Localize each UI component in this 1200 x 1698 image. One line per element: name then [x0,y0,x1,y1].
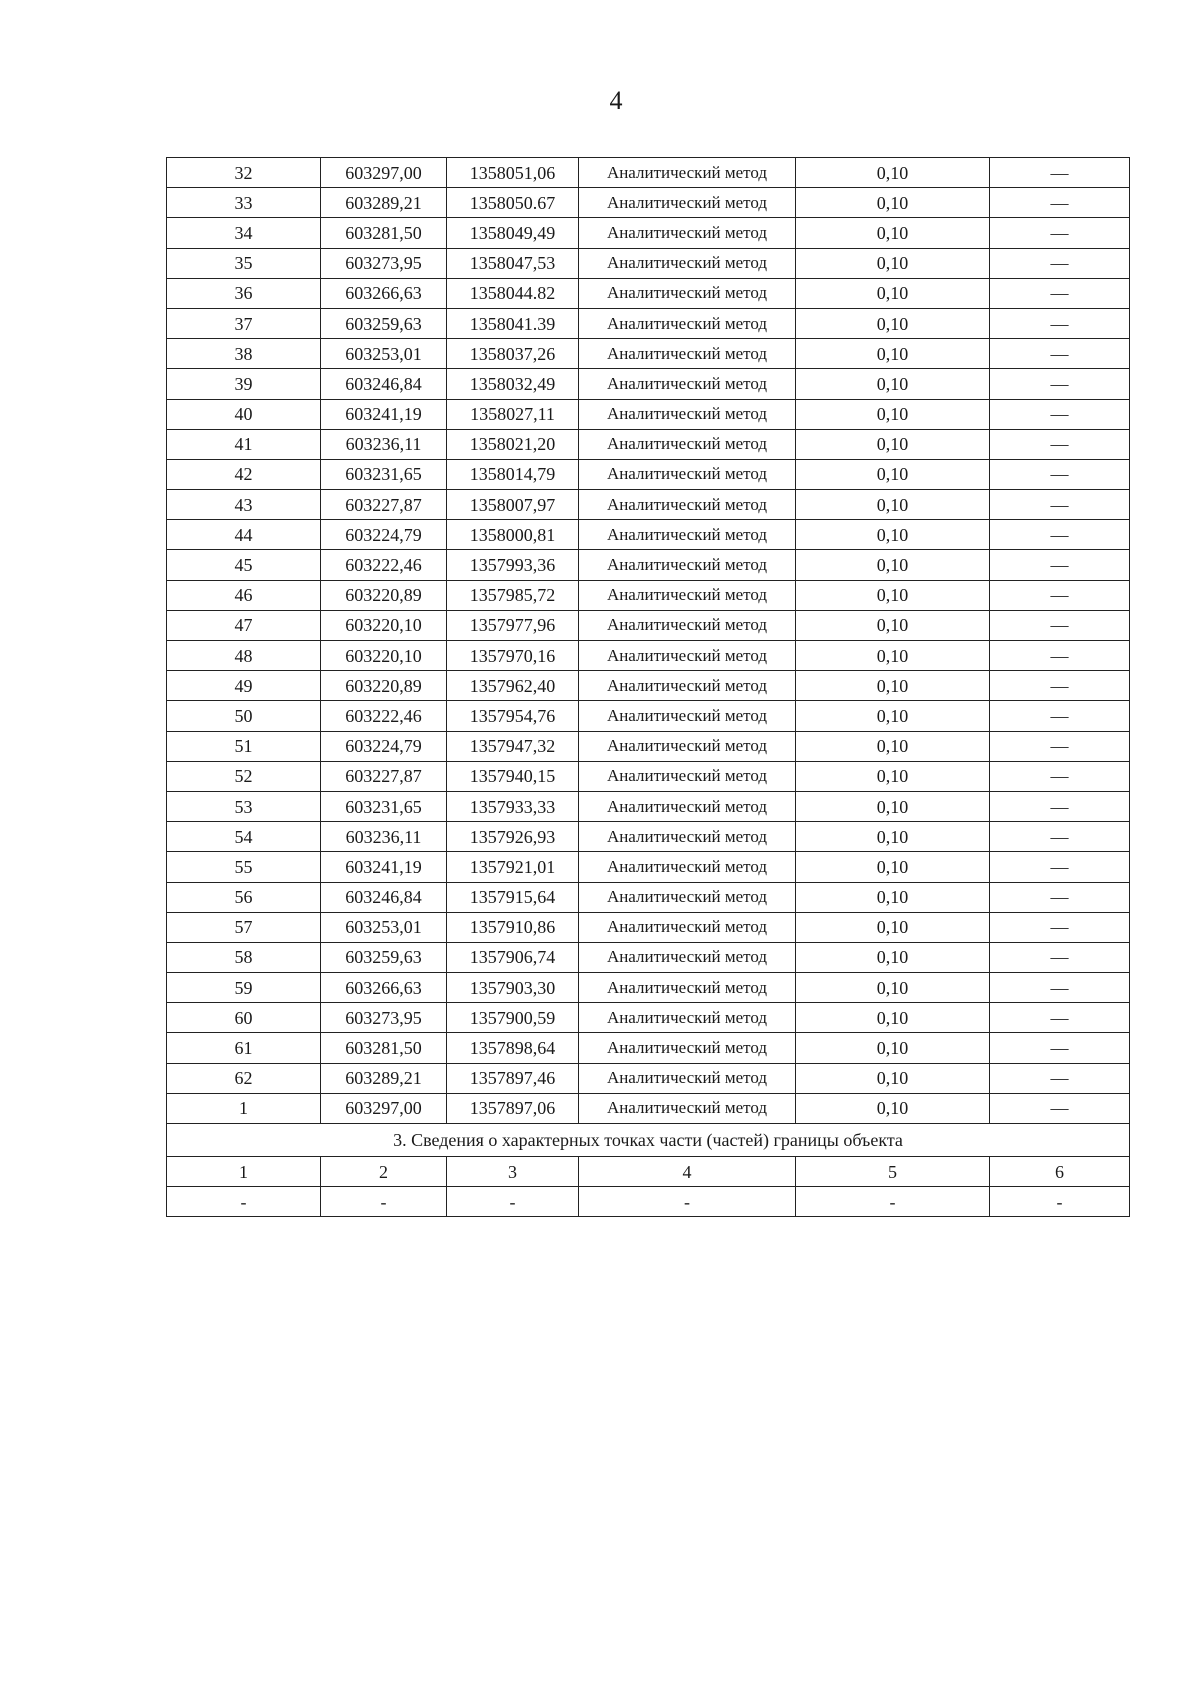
y-coordinate-cell: 1358007,97 [447,490,579,520]
y-coordinate-cell: 1358027,11 [447,399,579,429]
y-coordinate-cell: 1358051,06 [447,158,579,188]
x-coordinate-cell: 603281,50 [321,1033,447,1063]
table-row [167,248,1130,278]
method-cell: Аналитический метод [579,369,796,399]
point-number-cell: 50 [167,701,321,731]
note-cell: — [990,278,1130,308]
note-cell: — [990,550,1130,580]
point-number-cell: 39 [167,369,321,399]
y-coordinate-cell: 1358037,26 [447,339,579,369]
x-coordinate-cell: 603236,11 [321,429,447,459]
note-cell: — [990,158,1130,188]
accuracy-cell: 0,10 [796,550,990,580]
empty-value: - [796,1187,990,1217]
table-row [167,520,1130,550]
table-row [167,761,1130,791]
coordinates-table-body [167,158,1130,1124]
note-cell: — [990,1033,1130,1063]
method-cell: Аналитический метод [579,520,796,550]
method-cell: Аналитический метод [579,158,796,188]
empty-values-row [167,1187,1130,1217]
point-number-cell: 47 [167,610,321,640]
point-number-cell: 33 [167,188,321,218]
column-number: 2 [321,1157,447,1187]
x-coordinate-cell: 603220,89 [321,671,447,701]
accuracy-cell: 0,10 [796,882,990,912]
method-cell: Аналитический метод [579,218,796,248]
y-coordinate-cell: 1358044.82 [447,278,579,308]
note-cell: — [990,671,1130,701]
table-row [167,912,1130,942]
point-number-cell: 62 [167,1063,321,1093]
x-coordinate-cell: 603253,01 [321,912,447,942]
note-cell: — [990,942,1130,972]
note-cell: — [990,973,1130,1003]
method-cell: Аналитический метод [579,1003,796,1033]
x-coordinate-cell: 603246,84 [321,369,447,399]
point-number-cell: 53 [167,791,321,821]
y-coordinate-cell: 1357910,86 [447,912,579,942]
table-row [167,731,1130,761]
note-cell: — [990,610,1130,640]
point-number-cell: 43 [167,490,321,520]
note-cell: — [990,761,1130,791]
y-coordinate-cell: 1357915,64 [447,882,579,912]
accuracy-cell: 0,10 [796,973,990,1003]
method-cell: Аналитический метод [579,791,796,821]
method-cell: Аналитический метод [579,973,796,1003]
y-coordinate-cell: 1357898,64 [447,1033,579,1063]
x-coordinate-cell: 603222,46 [321,550,447,580]
method-cell: Аналитический метод [579,188,796,218]
section-title: 3. Сведения о характерных точках части (частей) границы объекта [167,1124,1130,1157]
y-coordinate-cell: 1357897,06 [447,1093,579,1123]
table-row [167,188,1130,218]
point-number-cell: 44 [167,520,321,550]
y-coordinate-cell: 1357933,33 [447,791,579,821]
point-number-cell: 32 [167,158,321,188]
x-coordinate-cell: 603231,65 [321,791,447,821]
note-cell: — [990,339,1130,369]
empty-value: - [990,1187,1130,1217]
x-coordinate-cell: 603220,89 [321,580,447,610]
table-row [167,1003,1130,1033]
method-cell: Аналитический метод [579,671,796,701]
table-row [167,1033,1130,1063]
x-coordinate-cell: 603220,10 [321,610,447,640]
accuracy-cell: 0,10 [796,369,990,399]
x-coordinate-cell: 603259,63 [321,308,447,338]
table-row [167,580,1130,610]
accuracy-cell: 0,10 [796,218,990,248]
accuracy-cell: 0,10 [796,641,990,671]
note-cell: — [990,701,1130,731]
method-cell: Аналитический метод [579,761,796,791]
point-number-cell: 52 [167,761,321,791]
y-coordinate-cell: 1358014,79 [447,459,579,489]
accuracy-cell: 0,10 [796,429,990,459]
table-row [167,158,1130,188]
accuracy-cell: 0,10 [796,339,990,369]
y-coordinate-cell: 1358050.67 [447,188,579,218]
column-number: 1 [167,1157,321,1187]
y-coordinate-cell: 1357985,72 [447,580,579,610]
x-coordinate-cell: 603289,21 [321,1063,447,1093]
method-cell: Аналитический метод [579,308,796,338]
table-row [167,369,1130,399]
table-row [167,791,1130,821]
x-coordinate-cell: 603297,00 [321,158,447,188]
table-row [167,641,1130,671]
point-number-cell: 45 [167,550,321,580]
method-cell: Аналитический метод [579,610,796,640]
x-coordinate-cell: 603246,84 [321,882,447,912]
point-number-cell: 55 [167,852,321,882]
table-row [167,701,1130,731]
method-cell: Аналитический метод [579,852,796,882]
x-coordinate-cell: 603241,19 [321,852,447,882]
note-cell: — [990,882,1130,912]
accuracy-cell: 0,10 [796,731,990,761]
accuracy-cell: 0,10 [796,1003,990,1033]
table-row [167,852,1130,882]
method-cell: Аналитический метод [579,731,796,761]
point-number-cell: 54 [167,822,321,852]
point-number-cell: 35 [167,248,321,278]
table-row [167,822,1130,852]
note-cell: — [990,399,1130,429]
y-coordinate-cell: 1357940,15 [447,761,579,791]
accuracy-cell: 0,10 [796,188,990,218]
table-row [167,671,1130,701]
table-row [167,308,1130,338]
accuracy-cell: 0,10 [796,852,990,882]
method-cell: Аналитический метод [579,490,796,520]
table-row [167,1063,1130,1093]
x-coordinate-cell: 603273,95 [321,248,447,278]
point-number-cell: 48 [167,641,321,671]
note-cell: — [990,731,1130,761]
y-coordinate-cell: 1357921,01 [447,852,579,882]
method-cell: Аналитический метод [579,1093,796,1123]
x-coordinate-cell: 603220,10 [321,641,447,671]
method-cell: Аналитический метод [579,550,796,580]
x-coordinate-cell: 603236,11 [321,822,447,852]
accuracy-cell: 0,10 [796,1093,990,1123]
note-cell: — [990,490,1130,520]
table-row [167,429,1130,459]
point-number-cell: 59 [167,973,321,1003]
x-coordinate-cell: 603222,46 [321,701,447,731]
table-row [167,973,1130,1003]
method-cell: Аналитический метод [579,278,796,308]
point-number-cell: 56 [167,882,321,912]
point-number-cell: 40 [167,399,321,429]
y-coordinate-cell: 1358032,49 [447,369,579,399]
accuracy-cell: 0,10 [796,248,990,278]
note-cell: — [990,218,1130,248]
page-number: 4 [609,86,623,115]
accuracy-cell: 0,10 [796,701,990,731]
table-row [167,490,1130,520]
x-coordinate-cell: 603253,01 [321,339,447,369]
note-cell: — [990,429,1130,459]
accuracy-cell: 0,10 [796,942,990,972]
accuracy-cell: 0,10 [796,459,990,489]
x-coordinate-cell: 603266,63 [321,973,447,1003]
table-row [167,1093,1130,1123]
y-coordinate-cell: 1357897,46 [447,1063,579,1093]
point-number-cell: 41 [167,429,321,459]
point-number-cell: 61 [167,1033,321,1063]
accuracy-cell: 0,10 [796,520,990,550]
accuracy-cell: 0,10 [796,671,990,701]
point-number-cell: 49 [167,671,321,701]
point-number-cell: 46 [167,580,321,610]
table-row [167,339,1130,369]
column-numbers-row [167,1157,1130,1187]
table-row [167,278,1130,308]
note-cell: — [990,1063,1130,1093]
method-cell: Аналитический метод [579,580,796,610]
x-coordinate-cell: 603297,00 [321,1093,447,1123]
method-cell: Аналитический метод [579,429,796,459]
y-coordinate-cell: 1357962,40 [447,671,579,701]
x-coordinate-cell: 603241,19 [321,399,447,429]
y-coordinate-cell: 1357906,74 [447,942,579,972]
accuracy-cell: 0,10 [796,761,990,791]
accuracy-cell: 0,10 [796,278,990,308]
table-row [167,459,1130,489]
y-coordinate-cell: 1357970,16 [447,641,579,671]
table-row [167,399,1130,429]
table-row [167,882,1130,912]
note-cell: — [990,188,1130,218]
empty-value: - [447,1187,579,1217]
note-cell: — [990,822,1130,852]
note-cell: — [990,1093,1130,1123]
y-coordinate-cell: 1357993,36 [447,550,579,580]
point-number-cell: 58 [167,942,321,972]
accuracy-cell: 0,10 [796,1063,990,1093]
empty-value: - [321,1187,447,1217]
coordinates-table [166,157,1130,1217]
accuracy-cell: 0,10 [796,308,990,338]
note-cell: — [990,791,1130,821]
method-cell: Аналитический метод [579,459,796,489]
y-coordinate-cell: 1358041.39 [447,308,579,338]
point-number-cell: 37 [167,308,321,338]
table-row [167,942,1130,972]
x-coordinate-cell: 603289,21 [321,188,447,218]
method-cell: Аналитический метод [579,882,796,912]
note-cell: — [990,912,1130,942]
method-cell: Аналитический метод [579,822,796,852]
note-cell: — [990,369,1130,399]
table-row [167,550,1130,580]
x-coordinate-cell: 603227,87 [321,761,447,791]
y-coordinate-cell: 1357903,30 [447,973,579,1003]
y-coordinate-cell: 1358047,53 [447,248,579,278]
method-cell: Аналитический метод [579,1033,796,1063]
x-coordinate-cell: 603281,50 [321,218,447,248]
note-cell: — [990,1003,1130,1033]
accuracy-cell: 0,10 [796,1033,990,1063]
y-coordinate-cell: 1358049,49 [447,218,579,248]
y-coordinate-cell: 1358021,20 [447,429,579,459]
note-cell: — [990,641,1130,671]
y-coordinate-cell: 1357900,59 [447,1003,579,1033]
method-cell: Аналитический метод [579,1063,796,1093]
point-number-cell: 60 [167,1003,321,1033]
accuracy-cell: 0,10 [796,399,990,429]
method-cell: Аналитический метод [579,399,796,429]
point-number-cell: 1 [167,1093,321,1123]
empty-value: - [167,1187,321,1217]
point-number-cell: 34 [167,218,321,248]
x-coordinate-cell: 603259,63 [321,942,447,972]
column-number: 5 [796,1157,990,1187]
method-cell: Аналитический метод [579,701,796,731]
x-coordinate-cell: 603224,79 [321,731,447,761]
accuracy-cell: 0,10 [796,822,990,852]
accuracy-cell: 0,10 [796,610,990,640]
accuracy-cell: 0,10 [796,490,990,520]
accuracy-cell: 0,10 [796,791,990,821]
note-cell: — [990,248,1130,278]
y-coordinate-cell: 1357954,76 [447,701,579,731]
x-coordinate-cell: 603266,63 [321,278,447,308]
column-number: 3 [447,1157,579,1187]
point-number-cell: 38 [167,339,321,369]
y-coordinate-cell: 1358000,81 [447,520,579,550]
x-coordinate-cell: 603227,87 [321,490,447,520]
accuracy-cell: 0,10 [796,580,990,610]
note-cell: — [990,308,1130,338]
empty-value: - [579,1187,796,1217]
x-coordinate-cell: 603273,95 [321,1003,447,1033]
method-cell: Аналитический метод [579,942,796,972]
point-number-cell: 57 [167,912,321,942]
x-coordinate-cell: 603224,79 [321,520,447,550]
table-row [167,610,1130,640]
method-cell: Аналитический метод [579,339,796,369]
note-cell: — [990,580,1130,610]
point-number-cell: 51 [167,731,321,761]
point-number-cell: 36 [167,278,321,308]
method-cell: Аналитический метод [579,912,796,942]
method-cell: Аналитический метод [579,248,796,278]
column-number: 6 [990,1157,1130,1187]
table-row [167,218,1130,248]
note-cell: — [990,852,1130,882]
y-coordinate-cell: 1357926,93 [447,822,579,852]
section-header-row [167,1124,1130,1157]
y-coordinate-cell: 1357947,32 [447,731,579,761]
column-number: 4 [579,1157,796,1187]
point-number-cell: 42 [167,459,321,489]
accuracy-cell: 0,10 [796,912,990,942]
x-coordinate-cell: 603231,65 [321,459,447,489]
accuracy-cell: 0,10 [796,158,990,188]
method-cell: Аналитический метод [579,641,796,671]
note-cell: — [990,459,1130,489]
note-cell: — [990,520,1130,550]
y-coordinate-cell: 1357977,96 [447,610,579,640]
